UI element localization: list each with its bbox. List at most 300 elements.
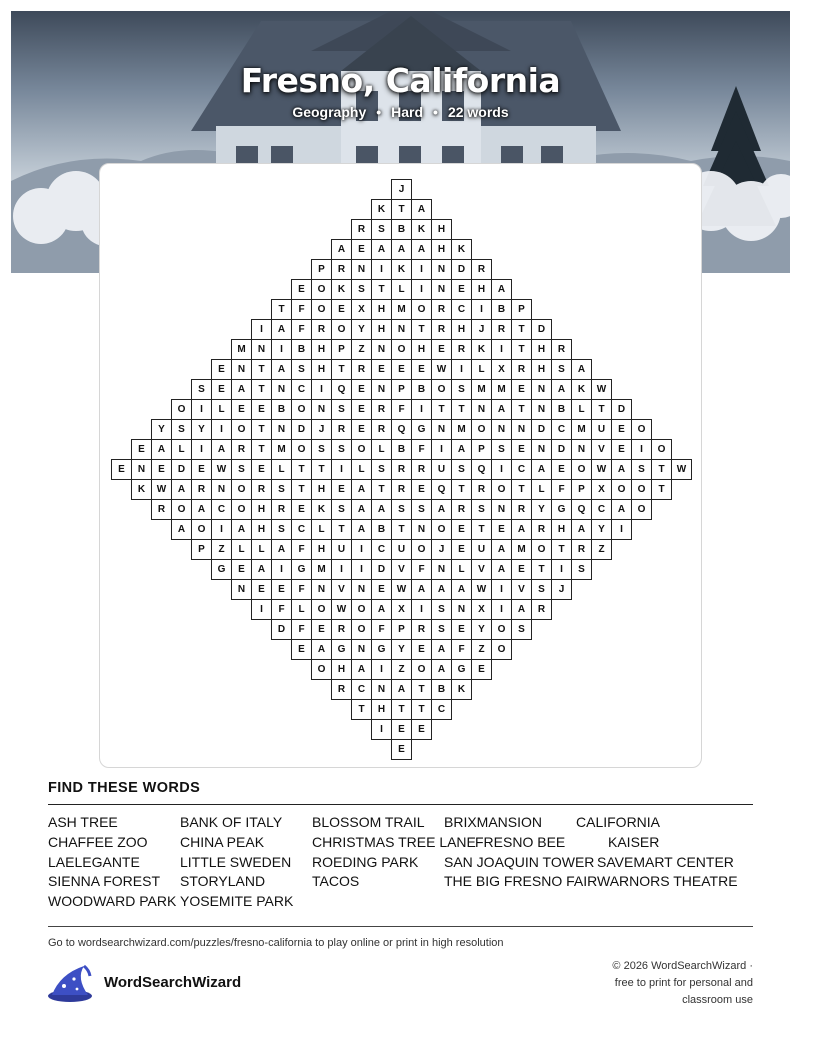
grid-cell[interactable]: E [511,379,532,400]
grid-cell[interactable]: R [571,539,592,560]
grid-cell[interactable]: A [411,579,432,600]
grid-cell[interactable]: G [371,639,392,660]
grid-cell[interactable]: V [511,579,532,600]
grid-cell[interactable]: B [491,299,512,320]
grid-cell[interactable]: I [451,359,472,380]
grid-cell[interactable]: N [471,399,492,420]
grid-cell[interactable]: X [491,359,512,380]
grid-cell[interactable]: R [451,499,472,520]
grid-cell[interactable]: I [191,439,212,460]
grid-cell[interactable]: S [271,479,292,500]
grid-cell[interactable]: A [531,459,552,480]
grid-cell[interactable]: I [551,559,572,580]
grid-cell[interactable]: C [591,499,612,520]
grid-cell[interactable]: W [151,479,172,500]
grid-cell[interactable]: F [451,639,472,660]
grid-cell[interactable]: N [431,279,452,300]
grid-cell[interactable]: R [351,219,372,240]
grid-cell[interactable]: R [411,619,432,640]
grid-cell[interactable]: T [451,479,472,500]
grid-cell[interactable]: I [411,599,432,620]
grid-cell[interactable]: S [391,499,412,520]
grid-cell[interactable]: C [451,299,472,320]
grid-cell[interactable]: O [491,639,512,660]
grid-cell[interactable]: A [271,319,292,340]
grid-cell[interactable]: A [331,239,352,260]
grid-cell[interactable]: A [391,239,412,260]
grid-cell[interactable]: K [571,379,592,400]
grid-cell[interactable]: A [431,499,452,520]
grid-cell[interactable]: B [391,219,412,240]
grid-cell[interactable]: R [331,419,352,440]
grid-cell[interactable]: R [311,319,332,340]
grid-cell[interactable]: E [251,579,272,600]
grid-cell[interactable]: X [351,299,372,320]
grid-cell[interactable]: S [631,459,652,480]
grid-cell[interactable]: S [451,379,472,400]
grid-cell[interactable]: A [451,439,472,460]
grid-cell[interactable]: E [231,559,252,580]
grid-cell[interactable]: T [251,359,272,380]
grid-cell[interactable]: M [271,439,292,460]
grid-cell[interactable]: O [311,659,332,680]
grid-cell[interactable]: A [271,359,292,380]
grid-cell[interactable]: O [331,319,352,340]
grid-cell[interactable]: L [291,599,312,620]
grid-cell[interactable]: E [311,619,332,640]
grid-cell[interactable]: I [491,459,512,480]
grid-cell[interactable]: E [391,359,412,380]
grid-cell[interactable]: P [391,379,412,400]
grid-cell[interactable]: N [531,439,552,460]
grid-cell[interactable]: F [371,619,392,640]
grid-cell[interactable]: I [471,299,492,320]
grid-cell[interactable]: A [491,279,512,300]
grid-cell[interactable]: D [531,419,552,440]
grid-cell[interactable]: R [331,619,352,640]
grid-cell[interactable]: E [331,479,352,500]
grid-cell[interactable]: I [191,399,212,420]
grid-cell[interactable]: R [271,499,292,520]
grid-cell[interactable]: C [511,459,532,480]
grid-cell[interactable]: S [431,599,452,620]
grid-cell[interactable]: A [351,659,372,680]
grid-cell[interactable]: H [371,699,392,720]
grid-cell[interactable]: M [231,339,252,360]
grid-cell[interactable]: T [391,519,412,540]
grid-cell[interactable]: E [451,519,472,540]
grid-cell[interactable]: I [491,579,512,600]
grid-cell[interactable]: S [171,419,192,440]
grid-cell[interactable]: C [291,379,312,400]
grid-cell[interactable]: R [431,319,452,340]
grid-cell[interactable]: E [351,379,372,400]
grid-cell[interactable]: O [231,479,252,500]
grid-cell[interactable]: A [191,499,212,520]
grid-cell[interactable]: N [371,679,392,700]
grid-cell[interactable]: O [531,539,552,560]
grid-cell[interactable]: E [511,439,532,460]
grid-cell[interactable]: T [511,399,532,420]
grid-cell[interactable]: E [491,519,512,540]
grid-cell[interactable]: E [291,499,312,520]
grid-cell[interactable]: S [191,379,212,400]
grid-cell[interactable]: R [531,599,552,620]
grid-cell[interactable]: S [471,499,492,520]
grid-cell[interactable]: P [511,299,532,320]
grid-cell[interactable]: N [351,259,372,280]
grid-cell[interactable]: X [591,479,612,500]
grid-cell[interactable]: E [251,399,272,420]
grid-cell[interactable]: T [311,459,332,480]
grid-cell[interactable]: R [391,479,412,500]
grid-cell[interactable]: J [391,179,412,200]
grid-cell[interactable]: C [351,679,372,700]
grid-cell[interactable]: V [591,439,612,460]
grid-cell[interactable]: R [371,419,392,440]
grid-cell[interactable]: R [431,299,452,320]
grid-cell[interactable]: M [511,539,532,560]
grid-cell[interactable]: X [391,599,412,620]
grid-cell[interactable]: I [271,339,292,360]
grid-cell[interactable]: Z [211,539,232,560]
grid-cell[interactable]: A [491,399,512,420]
grid-cell[interactable]: E [251,459,272,480]
grid-cell[interactable]: E [371,359,392,380]
grid-cell[interactable]: Y [591,519,612,540]
grid-cell[interactable]: R [331,679,352,700]
grid-cell[interactable]: K [391,259,412,280]
grid-cell[interactable]: C [291,519,312,540]
grid-cell[interactable]: E [511,559,532,580]
grid-cell[interactable]: T [431,399,452,420]
grid-cell[interactable]: A [571,519,592,540]
grid-cell[interactable]: W [211,459,232,480]
grid-cell[interactable]: O [351,619,372,640]
grid-cell[interactable]: N [431,559,452,580]
grid-cell[interactable]: B [431,679,452,700]
grid-cell[interactable]: R [391,459,412,480]
grid-cell[interactable]: F [291,579,312,600]
grid-cell[interactable]: Z [391,659,412,680]
grid-cell[interactable]: O [611,479,632,500]
grid-cell[interactable]: R [551,339,572,360]
grid-cell[interactable]: L [231,539,252,560]
grid-cell[interactable]: O [231,419,252,440]
grid-cell[interactable]: E [471,659,492,680]
grid-cell[interactable]: P [191,539,212,560]
grid-cell[interactable]: S [491,439,512,460]
grid-cell[interactable]: K [411,219,432,240]
grid-cell[interactable]: S [351,279,372,300]
grid-cell[interactable]: A [391,679,412,700]
grid-cell[interactable]: T [251,379,272,400]
grid-cell[interactable]: I [491,339,512,360]
grid-cell[interactable]: N [311,579,332,600]
grid-cell[interactable]: R [371,399,392,420]
footer-link-text[interactable]: Go to wordsearchwizard.com/puzzles/fresno-california to play online or print in high resolution [48,937,504,949]
grid-cell[interactable]: A [271,539,292,560]
grid-cell[interactable]: S [311,439,332,460]
grid-cell[interactable]: P [311,259,332,280]
grid-cell[interactable]: H [251,499,272,520]
grid-cell[interactable]: F [411,439,432,460]
grid-cell[interactable]: V [391,559,412,580]
grid-cell[interactable]: Q [391,419,412,440]
grid-cell[interactable]: S [531,579,552,600]
grid-cell[interactable]: R [251,479,272,500]
grid-cell[interactable]: T [291,479,312,500]
grid-cell[interactable]: Y [351,319,372,340]
grid-cell[interactable]: S [431,619,452,640]
grid-cell[interactable]: S [451,459,472,480]
grid-cell[interactable]: G [331,639,352,660]
grid-cell[interactable]: T [511,319,532,340]
grid-cell[interactable]: A [371,239,392,260]
grid-cell[interactable]: I [331,559,352,580]
grid-cell[interactable]: H [371,319,392,340]
grid-cell[interactable]: E [351,419,372,440]
grid-cell[interactable]: O [311,279,332,300]
grid-cell[interactable]: M [471,379,492,400]
grid-cell[interactable]: E [271,579,292,600]
grid-cell[interactable]: G [291,559,312,580]
grid-cell[interactable]: W [471,579,492,600]
grid-cell[interactable]: G [411,419,432,440]
grid-cell[interactable]: R [491,319,512,340]
grid-cell[interactable]: L [451,559,472,580]
grid-cell[interactable]: L [251,539,272,560]
grid-cell[interactable]: Q [431,479,452,500]
grid-cell[interactable]: E [411,639,432,660]
grid-cell[interactable]: E [291,279,312,300]
grid-cell[interactable]: A [411,239,432,260]
grid-cell[interactable]: S [371,219,392,240]
grid-cell[interactable]: U [391,539,412,560]
grid-cell[interactable]: O [171,399,192,420]
grid-cell[interactable]: J [431,539,452,560]
grid-cell[interactable]: H [311,479,332,500]
grid-cell[interactable]: T [591,399,612,420]
grid-cell[interactable]: E [391,739,412,760]
grid-cell[interactable]: T [411,699,432,720]
grid-cell[interactable]: O [471,419,492,440]
grid-cell[interactable]: I [351,539,372,560]
grid-cell[interactable]: Q [571,499,592,520]
grid-cell[interactable]: T [251,439,272,460]
grid-cell[interactable]: N [351,639,372,660]
grid-cell[interactable]: A [211,439,232,460]
grid-cell[interactable]: O [631,499,652,520]
grid-cell[interactable]: Q [331,379,352,400]
grid-cell[interactable]: B [371,519,392,540]
grid-cell[interactable]: T [411,679,432,700]
grid-cell[interactable]: N [211,479,232,500]
grid-cell[interactable]: T [371,279,392,300]
grid-cell[interactable]: A [491,539,512,560]
grid-cell[interactable]: I [491,599,512,620]
grid-cell[interactable]: O [631,479,652,500]
grid-cell[interactable]: K [311,499,332,520]
grid-cell[interactable]: A [351,499,372,520]
grid-cell[interactable]: E [191,459,212,480]
grid-cell[interactable]: Z [591,539,612,560]
grid-cell[interactable]: N [531,399,552,420]
grid-cell[interactable]: E [351,239,372,260]
grid-cell[interactable]: O [191,519,212,540]
grid-cell[interactable]: I [371,259,392,280]
grid-cell[interactable]: U [431,459,452,480]
grid-cell[interactable]: D [451,259,472,280]
grid-cell[interactable]: R [531,519,552,540]
grid-cell[interactable]: N [491,499,512,520]
grid-cell[interactable]: J [471,319,492,340]
grid-cell[interactable]: K [451,239,472,260]
grid-cell[interactable]: W [331,599,352,620]
grid-cell[interactable]: K [451,679,472,700]
grid-cell[interactable]: H [431,239,452,260]
grid-cell[interactable]: W [671,459,692,480]
grid-cell[interactable]: A [551,379,572,400]
grid-cell[interactable]: E [391,719,412,740]
grid-cell[interactable]: H [451,319,472,340]
grid-cell[interactable]: W [591,459,612,480]
grid-cell[interactable]: D [551,439,572,460]
grid-cell[interactable]: R [151,499,172,520]
grid-cell[interactable]: E [331,299,352,320]
grid-cell[interactable]: A [411,199,432,220]
grid-cell[interactable]: V [471,559,492,580]
grid-cell[interactable]: T [511,479,532,500]
grid-cell[interactable]: T [651,479,672,500]
grid-cell[interactable]: D [171,459,192,480]
grid-cell[interactable]: Y [471,619,492,640]
grid-cell[interactable]: H [311,339,332,360]
grid-cell[interactable]: L [471,359,492,380]
grid-cell[interactable]: C [431,699,452,720]
grid-cell[interactable]: L [171,439,192,460]
grid-cell[interactable]: B [291,339,312,360]
grid-cell[interactable]: E [211,359,232,380]
grid-cell[interactable]: J [311,419,332,440]
grid-cell[interactable]: F [551,479,572,500]
grid-cell[interactable]: V [331,579,352,600]
grid-cell[interactable]: A [491,559,512,580]
grid-cell[interactable]: A [371,499,392,520]
grid-cell[interactable]: L [531,479,552,500]
grid-cell[interactable]: H [551,519,572,540]
grid-cell[interactable]: W [591,379,612,400]
grid-cell[interactable]: M [491,379,512,400]
grid-cell[interactable]: T [391,199,412,220]
grid-cell[interactable]: E [451,619,472,640]
grid-cell[interactable]: H [411,339,432,360]
grid-cell[interactable]: N [131,459,152,480]
grid-cell[interactable]: K [131,479,152,500]
grid-cell[interactable]: A [371,599,392,620]
grid-cell[interactable]: Q [471,459,492,480]
grid-cell[interactable]: T [411,319,432,340]
grid-cell[interactable]: W [391,579,412,600]
grid-cell[interactable]: A [431,579,452,600]
grid-cell[interactable]: D [271,619,292,640]
grid-cell[interactable]: A [571,359,592,380]
grid-cell[interactable]: A [511,519,532,540]
grid-cell[interactable]: N [451,599,472,620]
grid-cell[interactable]: R [411,459,432,480]
grid-cell[interactable]: B [271,399,292,420]
grid-cell[interactable]: K [471,339,492,360]
grid-cell[interactable]: F [291,299,312,320]
grid-cell[interactable]: O [231,499,252,520]
grid-cell[interactable]: G [211,559,232,580]
grid-cell[interactable]: N [411,519,432,540]
grid-cell[interactable]: E [111,459,132,480]
grid-cell[interactable]: D [371,559,392,580]
grid-cell[interactable]: A [171,479,192,500]
grid-cell[interactable]: S [551,359,572,380]
grid-cell[interactable]: S [271,519,292,540]
grid-cell[interactable]: H [311,359,332,380]
grid-cell[interactable]: N [431,419,452,440]
grid-cell[interactable]: R [511,359,532,380]
grid-cell[interactable]: N [371,339,392,360]
grid-cell[interactable]: O [491,619,512,640]
grid-cell[interactable]: T [451,399,472,420]
grid-cell[interactable]: U [331,539,352,560]
grid-cell[interactable]: G [451,659,472,680]
grid-cell[interactable]: W [431,359,452,380]
grid-cell[interactable]: I [611,519,632,540]
grid-cell[interactable]: A [231,519,252,540]
grid-cell[interactable]: R [451,339,472,360]
grid-cell[interactable]: O [411,659,432,680]
grid-cell[interactable]: M [391,299,412,320]
grid-cell[interactable]: P [331,339,352,360]
grid-cell[interactable]: S [571,559,592,580]
grid-cell[interactable]: A [431,639,452,660]
grid-cell[interactable]: L [311,519,332,540]
grid-cell[interactable]: E [611,439,632,460]
grid-cell[interactable]: A [171,519,192,540]
grid-cell[interactable]: H [471,279,492,300]
grid-cell[interactable]: C [211,499,232,520]
grid-cell[interactable]: E [131,439,152,460]
grid-cell[interactable]: O [311,599,332,620]
grid-cell[interactable]: I [311,379,332,400]
grid-cell[interactable]: T [331,519,352,540]
grid-cell[interactable]: A [231,379,252,400]
grid-cell[interactable]: Y [531,499,552,520]
grid-cell[interactable]: E [411,719,432,740]
grid-cell[interactable]: U [471,539,492,560]
grid-cell[interactable]: O [291,439,312,460]
grid-cell[interactable]: I [211,419,232,440]
grid-cell[interactable]: O [631,419,652,440]
grid-cell[interactable]: H [331,659,352,680]
grid-cell[interactable]: J [551,579,572,600]
grid-cell[interactable]: N [531,379,552,400]
grid-cell[interactable]: F [411,559,432,580]
grid-cell[interactable]: Y [391,639,412,660]
grid-cell[interactable]: A [431,659,452,680]
grid-cell[interactable]: T [291,459,312,480]
grid-cell[interactable]: S [331,499,352,520]
grid-cell[interactable]: L [571,399,592,420]
grid-cell[interactable]: I [251,319,272,340]
grid-cell[interactable]: F [291,319,312,340]
grid-cell[interactable]: F [291,619,312,640]
